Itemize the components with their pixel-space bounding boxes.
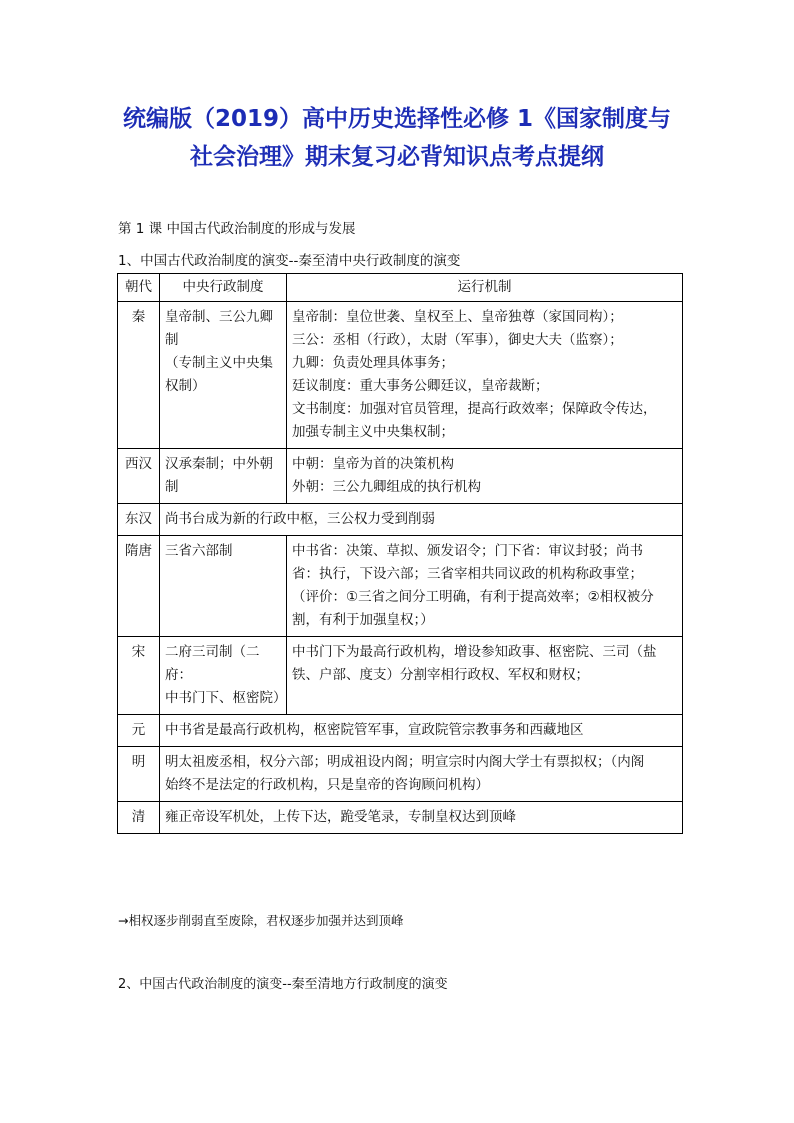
dynasty-cell: 清: [118, 802, 160, 834]
mechanism-line: 九卿：负责处理具体事务；: [292, 355, 454, 371]
system-line: 中书门下、枢密院）: [165, 690, 287, 706]
mechanism-line: 割，有利于加强皇权；）: [292, 612, 434, 628]
lesson-heading: 第 1 课 中国古代政治制度的形成与发展: [118, 221, 356, 237]
system-line: 皇帝制、三公九卿制: [165, 309, 273, 348]
mechanism-line: 廷议制度：重大事务公卿廷议，皇帝裁断；: [292, 378, 549, 394]
merged-cell: 雍正帝设军机处，上传下达，跪受笔录，专制皇权达到顶峰: [160, 802, 683, 834]
table-row-qing: [118, 802, 683, 834]
dynasty-cell: 元: [118, 715, 160, 747]
table-row-western-han: [118, 449, 683, 504]
dynasty-cell: 东汉: [118, 504, 160, 536]
system-cell: [160, 449, 287, 504]
mechanism-line: （评价：①三省之间分工明确，有利于提高效率；②相权被分: [292, 589, 654, 605]
system-line: 权制）: [165, 378, 206, 394]
merged-cell: 中书省是最高行政机构，枢密院管军事，宣政院管宗教事务和西藏地区: [160, 715, 683, 747]
merged-line: 明太祖废丞相，权分六部；明成祖设内阁；明宣宗时内阁大学士有票拟权；（内阁: [165, 754, 645, 770]
mechanism-line: 文书制度：加强对官员管理，提高行政效率；保障政令传达，: [292, 401, 657, 417]
merged-line: 始终不是法定的行政机构，只是皇帝的咨询顾问机构）: [165, 777, 489, 793]
mechanism-line: 中朝：皇帝为首的决策机构: [292, 456, 454, 472]
system-line: 三省六部制: [165, 543, 233, 559]
section-2-heading: 2、中国古代政治制度的演变--秦至清地方行政制度的演变: [118, 977, 448, 992]
mechanism-line: 中书省：决策、草拟、颁发诏令；门下省：审议封驳；尚书: [292, 543, 643, 559]
mechanism-cell: [287, 536, 683, 637]
dynasty-cell: 明: [118, 747, 160, 802]
table-row-ming: [118, 747, 683, 802]
dynasty-cell: 西汉: [118, 449, 160, 504]
mechanism-line: 皇帝制：皇位世袭、皇权至上、皇帝独尊（家国同构）；: [292, 309, 623, 325]
table-header-row: [118, 274, 683, 302]
section-1-heading: 1、中国古代政治制度的演变--秦至清中央行政制度的演变: [118, 253, 461, 269]
document-title: [100, 100, 694, 176]
title-line-1: 统编版（2019）高中历史选择性必修 1《国家制度与: [122, 106, 672, 132]
system-cell: [160, 536, 287, 637]
merged-cell: [160, 747, 683, 802]
title-line-2: 社会治理》期末复习必背知识点考点提纲: [190, 144, 604, 170]
central-system-table: [117, 273, 683, 834]
mechanism-line: 铁、户部、度支）分割宰相行政权、军权和财权；: [292, 667, 589, 683]
summary-note: →相权逐步削弱直至废除，君权逐步加强并达到顶峰: [118, 913, 404, 928]
table-row-qin: [118, 302, 683, 449]
dynasty-cell: 隋唐: [118, 536, 160, 637]
system-cell: [160, 302, 287, 449]
mechanism-line: 省：执行，下设六部；三省宰相共同议政的机构称政事堂；: [292, 566, 643, 582]
system-line: 二府三司制（二府：: [165, 644, 260, 683]
mechanism-line: 中书门下为最高行政机构，增设参知政事、枢密院、三司（盐: [292, 644, 657, 660]
mechanism-line: 加强专制主义中央集权制；: [292, 424, 454, 440]
merged-cell: 尚书台成为新的行政中枢，三公权力受到削弱: [160, 504, 683, 536]
mechanism-line: 外朝：三公九卿组成的执行机构: [292, 479, 481, 495]
system-cell: [160, 637, 287, 715]
header-system: 中央行政制度: [160, 274, 287, 302]
system-line: 汉承秦制；中外朝制: [165, 456, 273, 495]
header-dynasty: 朝代: [118, 274, 160, 302]
header-mechanism: 运行机制: [287, 274, 683, 302]
system-line: （专制主义中央集: [165, 355, 273, 371]
mechanism-cell: [287, 637, 683, 715]
table-row-yuan: [118, 715, 683, 747]
mechanism-line: 三公：丞相（行政），太尉（军事），御史大夫（监察）；: [292, 332, 623, 348]
dynasty-cell: 宋: [118, 637, 160, 715]
dynasty-cell: 秦: [118, 302, 160, 449]
table-row-sui-tang: [118, 536, 683, 637]
table-row-song: [118, 637, 683, 715]
mechanism-cell: [287, 449, 683, 504]
mechanism-cell: [287, 302, 683, 449]
table-row-eastern-han: [118, 504, 683, 536]
